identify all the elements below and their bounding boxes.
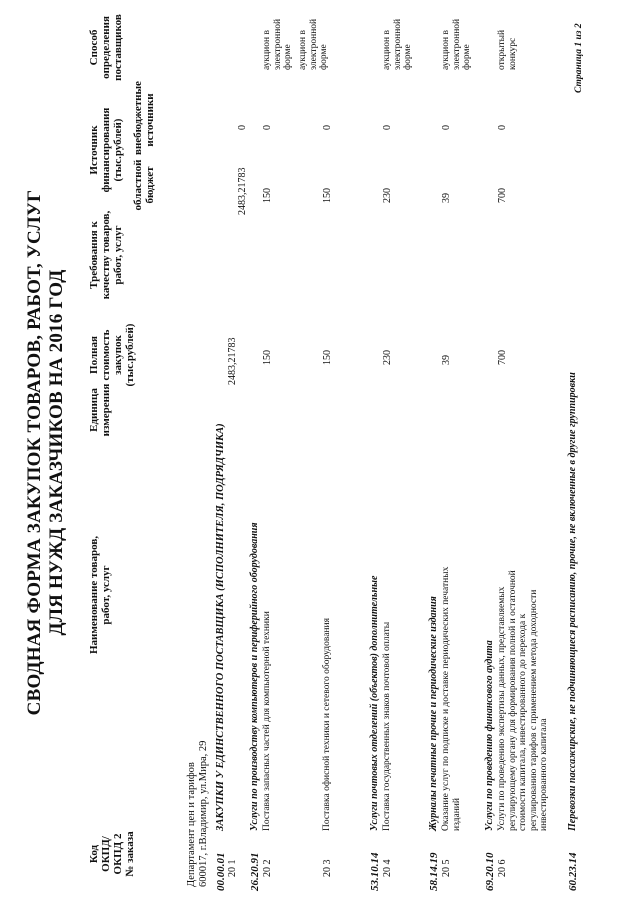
row-method: открытый конкурс xyxy=(497,29,518,70)
header-requirements: Требования к качеству товаров, работ, услуг xyxy=(88,210,124,300)
row-code: 20 3 xyxy=(322,859,333,877)
row-cost: 700 xyxy=(497,350,508,365)
header-code: Код ОКПД/ ОКПД 2 № заказа xyxy=(88,831,136,877)
row-offbudget: 0 xyxy=(382,125,393,130)
row-offbudget: 0 xyxy=(322,125,333,130)
section-offbudget: 0 xyxy=(237,125,248,130)
header-cost: Полная стоимость закупок (тыс.рублей) xyxy=(88,323,136,387)
row-code: 20 4 xyxy=(382,859,393,877)
group-code-69-20-10: 69.20.10 xyxy=(484,852,496,891)
group-title-26-20-91: Услуги по производству компьютеров и периферийного оборудования xyxy=(249,522,260,831)
row-cost: 150 xyxy=(322,350,333,365)
row-name: Услуги по проведению экспертизы данных, представляемых регулирующему органу для формирования полной и остаточной стоимости капитала, инвестированного до перехода к регулированию тарифов с применением метода доходности инвестированного капитала xyxy=(497,570,549,831)
group-title-60-23-14: Перевозки пассажирские, не подчиняющиеся расписанию, прочие, не включенные в другие группировки xyxy=(567,372,578,831)
header-funding: Источник финансирования (тыс.рублей) xyxy=(88,107,124,193)
row-offbudget: 0 xyxy=(441,125,452,130)
group-title-69-20-10: Услуги по проведению финансового аудита xyxy=(484,640,495,831)
row-cost: 150 xyxy=(262,350,273,365)
row-method: аукцион в электронной форме xyxy=(262,18,293,70)
section-cost: 2483,21783 xyxy=(227,337,238,385)
customer-address: 600017, г.Владимир, ул.Мира, 29 xyxy=(198,740,209,887)
row-method: аукцион в электронной форме xyxy=(298,18,329,70)
header-method: Способ определения поставщиков xyxy=(88,14,124,81)
document-title-line2: ДЛЯ НУЖД ЗАКАЗЧИКОВ НА 2016 ГОД xyxy=(46,269,67,636)
row-cost: 230 xyxy=(382,350,393,365)
row-name: Поставка офисной техники и сетевого оборудования xyxy=(322,618,332,831)
page-label: Страница 1 из 2 xyxy=(574,23,584,93)
row-regional: 700 xyxy=(497,188,508,203)
row-regional: 150 xyxy=(262,188,273,203)
group-code-60-23-14: 60.23.14 xyxy=(567,852,579,891)
row-method: аукцион в электронной форме xyxy=(382,18,413,70)
group-code-53-10-14: 53.10.14 xyxy=(369,852,381,891)
row-name: Поставка государственных знаков почтовой оплаты xyxy=(382,621,392,831)
section-code: 00.00.01 xyxy=(215,852,227,891)
customer-name: Департамент цен и тарифов xyxy=(186,762,197,887)
group-title-58-14-19: Журналы печатные прочие и периодические издания xyxy=(428,596,439,831)
row-offbudget: 0 xyxy=(497,125,508,130)
group-title-53-10-14: Услуги почтовых отделений (объектов) дополнительные xyxy=(369,575,380,831)
header-unit: Единица измерения xyxy=(88,383,112,437)
header-funding-offbudget: внебюджетные источники xyxy=(132,81,156,155)
group-code-26-20-91: 26.20.91 xyxy=(249,852,261,891)
row-regional: 230 xyxy=(382,188,393,203)
row-code: 20 5 xyxy=(441,859,452,877)
row-name: Поставка запасных частей для компьютерной техники xyxy=(262,611,272,831)
section-row-code: 20 1 xyxy=(227,859,238,877)
row-name: Оказание услуг по подписке и доставке периодических печатных изданий xyxy=(441,566,462,831)
row-cost: 39 xyxy=(441,355,452,365)
header-funding-regional: областной бюджет xyxy=(132,159,156,211)
row-offbudget: 0 xyxy=(262,125,273,130)
row-code: 20 6 xyxy=(497,859,508,877)
row-regional: 150 xyxy=(322,188,333,203)
row-regional: 39 xyxy=(441,193,452,203)
row-method: аукцион в электронной форме xyxy=(441,18,472,70)
group-code-58-14-19: 58.14.19 xyxy=(428,852,440,891)
document-title-line1: СВОДНАЯ ФОРМА ЗАКУПОК ТОВАРОВ, РАБОТ, УСЛУГ xyxy=(24,189,45,716)
section-title: ЗАКУПКИ У ЕДИНСТВЕННОГО ПОСТАВЩИКА (ИСПОЛНИТЕЛЯ, ПОДРЯДЧИКА) xyxy=(215,423,226,831)
row-code: 20 2 xyxy=(262,859,273,877)
section-regional: 2483,21783 xyxy=(237,167,248,215)
header-name: Наименование товаров, работ, услуг xyxy=(88,535,112,655)
